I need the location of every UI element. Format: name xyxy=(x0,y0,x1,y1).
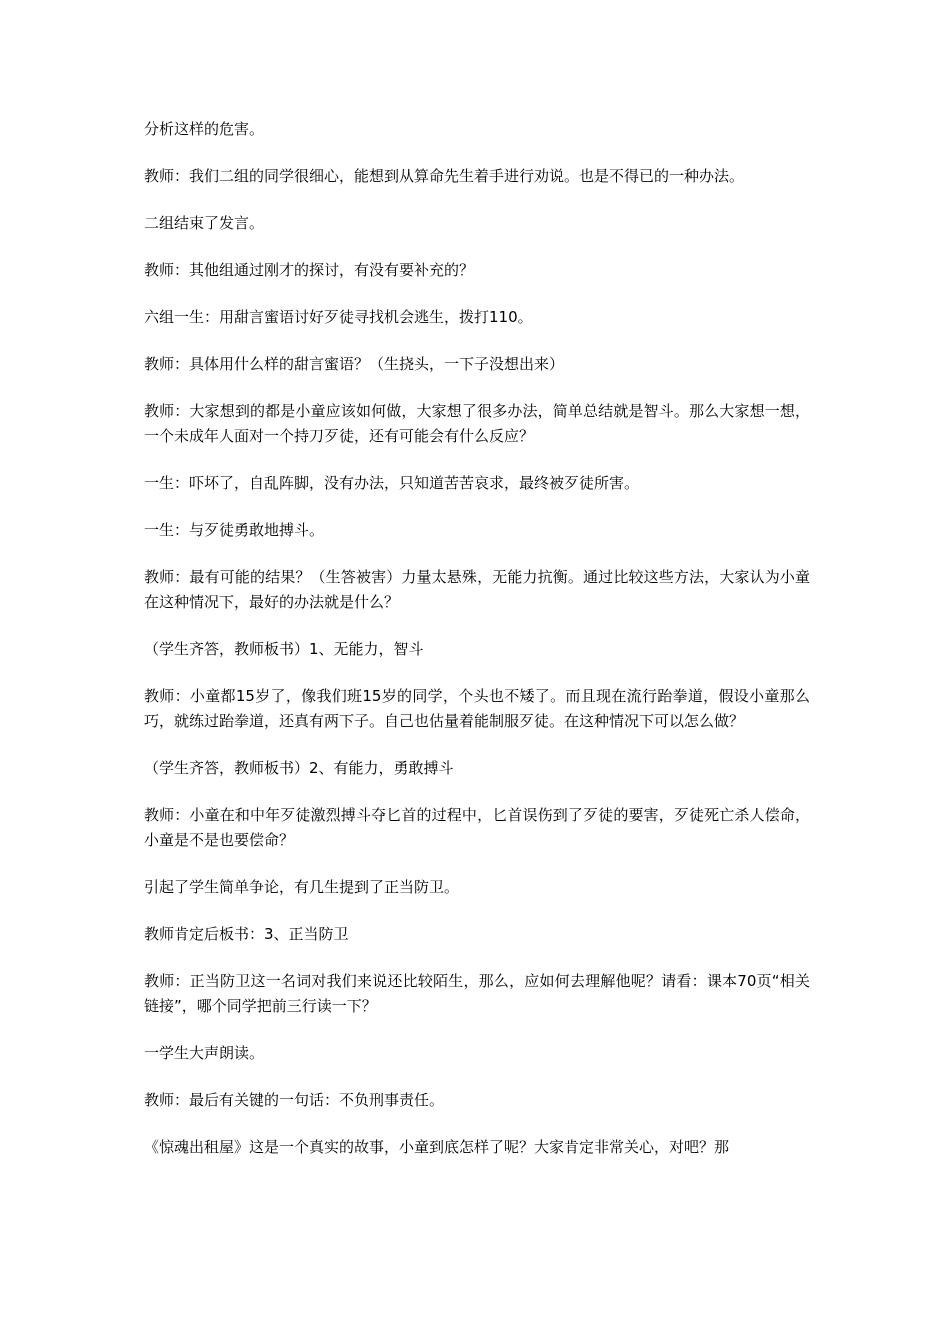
paragraph-8: 一生：吓坏了，自乱阵脚，没有办法，只知道苦苦哀求，最终被歹徒所害。 xyxy=(144,474,640,492)
paragraph-20: 《惊魂出租屋》这是一个真实的故事，小童到底怎样了呢？大家肯定非常关心，对吧？那 xyxy=(144,1138,730,1156)
paragraph-14: 教师：小童在和中年歹徒激烈搏斗夺匕首的过程中，匕首误伤到了歹徒的要害，歹徒死亡杀人偿命，小童是不是也要偿命？ xyxy=(144,806,810,849)
paragraph-2: 教师：我们二组的同学很细心，能想到从算命先生着手进行劝说。也是不得已的一种办法。 xyxy=(144,167,745,185)
document-body xyxy=(144,117,810,1182)
paragraph-11: （学生齐答，教师板书）1、无能力，智斗 xyxy=(144,640,424,658)
paragraph-13: （学生齐答，教师板书）2、有能力，勇敢搏斗 xyxy=(144,759,454,777)
paragraph-10: 教师：最有可能的结果？（生答被害）力量太悬殊，无能力抗衡。通过比较这些方法，大家认为小童在这种情况下，最好的办法就是什么？ xyxy=(144,568,810,611)
paragraph-7: 教师：大家想到的都是小童应该如何做，大家想了很多办法，简单总结就是智斗。那么大家想一想，一个未成年人面对一个持刀歹徒，还有可能会有什么反应？ xyxy=(144,402,810,445)
paragraph-3: 二组结束了发言。 xyxy=(144,214,265,232)
paragraph-12: 教师：小童都15岁了，像我们班15岁的同学，个头也不矮了。而且现在流行跆拳道，假设小童那么巧，就练过跆拳道，还真有两下子。自己也估量着能制服歹徒。在这种情况下可以怎么做？ xyxy=(144,687,810,730)
paragraph-18: 一学生大声朗读。 xyxy=(144,1044,265,1062)
paragraph-15: 引起了学生简单争论，有几生提到了正当防卫。 xyxy=(144,878,460,896)
paragraph-1: 分析这样的危害。 xyxy=(144,120,265,138)
paragraph-17: 教师：正当防卫这一名词对我们来说还比较陌生，那么，应如何去理解他呢？请看：课本70页“相关链接”，哪个同学把前三行读一下？ xyxy=(144,972,810,1015)
paragraph-19: 教师：最后有关键的一句话：不负刑事责任。 xyxy=(144,1091,445,1109)
paragraph-16: 教师肯定后板书：3、正当防卫 xyxy=(144,925,349,943)
paragraph-4: 教师：其他组通过刚才的探讨，有没有要补充的？ xyxy=(144,261,475,279)
paragraph-6: 教师：具体用什么样的甜言蜜语？（生挠头，一下子没想出来） xyxy=(144,355,565,373)
paragraph-5: 六组一生：用甜言蜜语讨好歹徒寻找机会逃生，拨打110。 xyxy=(144,308,533,326)
paragraph-9: 一生：与歹徒勇敢地搏斗。 xyxy=(144,521,325,539)
